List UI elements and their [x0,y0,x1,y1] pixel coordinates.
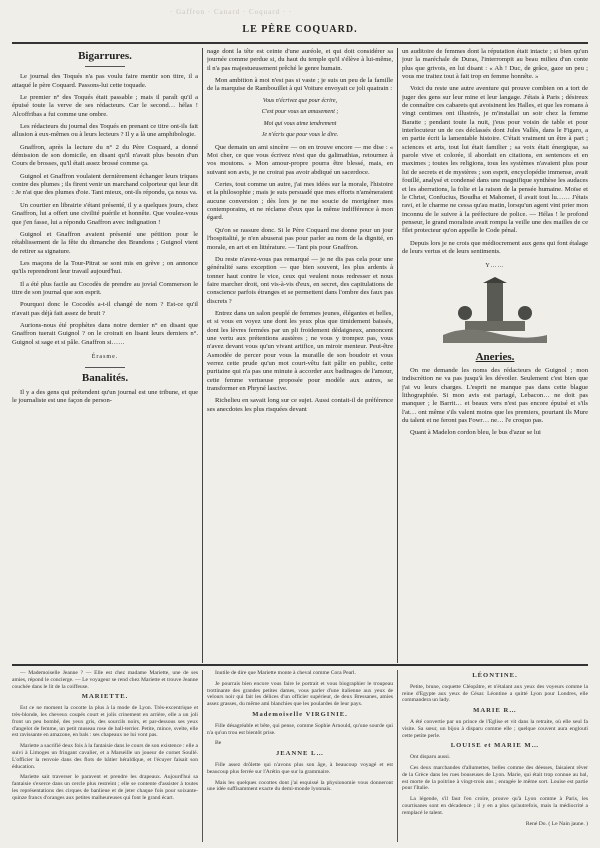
masthead: LE PÈRE COQUARD. [12,24,588,44]
paragraph: Entrez dans un salon peuplé de femmes jeunes, élégantes et belles, et si vous en voyez une dont les yeux plus que timidement baissés, dont les lèvres fermées par un pli froidement dédaigneux, annoncent une vertu aux prétentions austères ; ne vous y trompez pas, vous n'avez devant vous qu'un vivant artifice, un miroir menteur. Peut-être Asmodée de percer pour vous la muraille de son boudoir et vous verrez cette prude qu'un mot court-vêtu fait pâlir en public, cette puritaine qui n'a pas une minute à accorder aux badinages de l'amour, cette femme vertueuse proposée pour modèle aux autres, se transformer en Phryné lascive. [207,309,393,392]
verse-quatrain [207,98,393,140]
section-rule [85,367,125,368]
paragraph: Le premier n° des Toqués était passable ; mais il paraît qu'il a épuisé toute la verve de ses rédacteurs. Car le second… hélas ! Alcoffribas a fui comme une ombre. [12,94,198,118]
column-rule [397,670,398,842]
paragraph: Du reste n'avez-vous pas remarqué — je ne dis pas cela pour une généralité sans exception — que bien souvent, les plus ardents à tonner haut contre le vice, ceux qui veulent nous redresser et nous faire marcher droit, ont vis-à-vis d'eux, en secret, des capitulations de conscience parfois étranges et se permettent dans l'ombre des faux pas discrets ? [207,255,393,305]
paragraph: Mariette a sacrifié deux fois à la fantaisie dans le cours de son existence : elle a suivi à Limoges un fringant cavalier, et a Marseille un joueur de cornet Soullé. L'officier la renvoie dans des flots de bâtier héraldique, et l'écuyer faisait son éducation. [12,743,198,770]
paragraph: Guignol et Gnaffron avaient présenté une pétition pour le rétablissement de la fête du dimanche des Brandons ; Guignol vient de retirer sa signature. [12,230,198,255]
paragraph: Gnaffron, après la lecture du n° 2 du Père Coquard, a donné démission de son domicile, en disant qu'il n'avait plus besoin d'un Cours de brosses, qu'il était assez brossé comme ça. [12,143,198,168]
column-1 [12,48,198,663]
section-rule [85,66,125,67]
paragraph: La légende, s'il faut l'en croire, prouve qu'à Lyon comme à Paris, les courtisanes sont en décadence ; il y en a plus qu'autrefois, mais la médiocrité a remplacé le talent. [402,796,588,816]
column-2 [207,48,393,663]
paragraph: Que demain un ami sincère — on en trouve encore — me dise : « Moi cher, ce que vous écrivez n'est que du galimathias, retournez à vos moutons. » Mon amour-propre pourra être blessé, mais, en suivant son avis, je ne croirai pas avoir abdiqué un sacerdoce. [207,143,393,176]
verse-line: Je n'écris que pour vous le dire. [261,132,339,139]
paragraph: Un courtier en librairie s'étant présenté, il y a quelques jours, chez Gnaffron, lui a offert une civilité puérile et honnête. Que voulez-vous que j'en fasse, lui a répondu Gnaffron avec indignation ! [12,201,198,226]
signature-y: Y…… [485,263,505,270]
paragraph: Les rédacteurs du journal des Toqués en prenant ce titre ont-ils fait allusion à eux-mêmes ou à leurs lecteurs ? Il y a là une amphibologie. [12,123,198,139]
paragraph: un auditoire de femmes dont la réputation était intacte ; si bien qu'un jour la maréchale de Duras, l'interrompit au beau milieu d'un conte plus que grivois, en lui disant : « Ah ! Duc, de grâce, gaze un peu ; vous me traitez tout à fait trop en femme honnête. » [402,48,588,81]
paragraph: Les maçons de la Tour-Pitrat se sont mis en grève ; on annonce qu'ils reprendront leur travail aujourd'hui. [12,259,198,276]
verse-line: Moi qui vous aime tendrement [263,120,337,127]
paragraph: Ces deux marchandes d'allumettes, belles comme des déesses, faisaient rêver de la Grèce dans les rues bouseuses de Lyon. Marie, qui était trop connue au bal, est morte de la poitrine à vingt-trois ans ; enragée le même sort. Louise est partie pour l'Italie. [402,764,588,792]
paragraph: Il y a des gens qui prétendent qu'un journal est une tribune, et que le journaliste est une façon de person- [12,388,198,404]
paragraph: Certes, tout comme un autre, j'ai mes idées sur la morale, l'histoire et la philosophie ; mais je suis persuadé que mes efforts n'amèneraient aucune conversion ; dès lors je ne me soucie de morigéner mes contemporains, et ne réclame d'eux que la même indifférence à mon égard. [207,181,393,222]
column-rule [202,48,203,663]
engraving-illustration [435,277,555,347]
lower-column-2 [207,670,393,842]
column-3 [402,48,588,663]
paragraph: Fille désagréable et bête, qui pense, comme Sophie Arnould, qu'une sourde qui n'a qu'un trou est bientôt prise. [207,722,393,736]
paragraph: Inutile de dire que Mariette monte à cheval comme Cora Pearl. [215,670,356,676]
paragraph: Pourquoi donc le Cocodès a-t-il changé de nom ? Est-ce qu'il n'avait pas déjà fait assez de bruit ? [12,301,198,317]
paragraph: Mais les quelques cocottes dont j'ai esquissé la physionomie vous donneront une idée suffisamment exacte du demi-monde lyonnais. [207,779,393,793]
paragraph: Le journal des Toqués n'a pas voulu faire mentir son titre, il a attaqué le père Coquard. Passons-lui cette toquade. [12,73,198,89]
paragraph: A été convertie par un prince de l'Eglise et vit dans la retraite, où elle seul fa visite. Sa sœur, un bijou à disparu comme elle ; quelque couvent aura englouti cette petite perle. [402,718,588,739]
section-title-bigarrures: Bigarrures. [78,50,132,62]
paragraph: Fille assez drôlette qui n'avons plus son âge, à beaucoup voyagé et est beaucoup plus ferrée sur l'Arétin que sur la grammaire. [207,761,393,775]
paragraph: Ont disparu aussi. [410,754,451,761]
paragraph: Voici du reste une autre aventure qui prouve combien on a tort de juger des gens sur leur mine et leur langage. J'étais à Paris ; désireux de connaître ces cabarets qui avoisinent les Halles, et que les romans à vingt centimes ont illustrés, je m'installai un soir chez la femme Baratte ; pendant toute la nuit, j'eus pour voisin de table et pour interlocuteur un de ces déclassés dont Jules Vallès, dans le Figaro, a en partie écrit la lamentable histoire. C'était vraiment un être à part ; sciences et arts, tout lui était familier ; sa voix était énergique, sa parole vive et colorée, il abordait en citations, en sentences et en maximes ; toutes les religions, tous les systèmes n'avaient plus pour lui de secrets et de mystères ; son esprit, encyclopédie immense, avait fouillé, analysé et condensé dans une magnifique synthèse les audaces et les aberrations, la folie et la raison de la pensée humaine. Moïse et le Christ, Confucius, Boudha et Mahomet, il avait tout lu…… J'étais ravi, et le charme ne cessa qu'au matin, lorsqu'un agent vint prier mon inconnu de le suivre à la préfecture de police. — Hélas ! le profond penseur, le grand moraliste avait rompu la veille une des mailles de ce filet protecteur qu'on appelle le Code pénal. [402,85,588,235]
column-rule [397,48,398,663]
paragraph: Je pourrais bien encore vous faire le portrait et vous biographier le troupeau trottinante des grandes petites dames, vous parler d'une italienne aux yeux de velours noir qui fait les délices d'un officier supérieur, de deux Bressanes, amies assez grasses, du même ami blanchies que les poulardes de leur pays. [207,680,393,708]
signature-rene-do: René Do. ( Le Nain jaune. ) [525,820,588,827]
paragraph: On me demande les noms des rédacteurs de Guignol ; mon indiscrétion ne va pas jusqu'à les dévoiler. Seulement c'est bien que j'ai vu leurs charges. L'esprit ne manque pas dans cette blague lithographiée. Si mon avis est partagé, Lebacon… ne doit pas manquer ; le Barrit… et beaux vers n'est pas encore épuisé et s'ils l'at… ont même s'ils valent moins que les premiers, pourtant ils Mure du talent et ne feront pas Fowr… ne… l'e croquo pas. [402,366,588,424]
paragraph: Guignol et Gnaffron voulaient dernièrement échanger leurs triques contre des plumes ; ils firent venir un marchand colporteur qui leur dit : Je n'ai que des plumes d'oie. Tant mieux, ont-ils répondu, ça nous va. [12,172,198,197]
paragraph: Petite, brune, coquette Cléopâtre, et n'étalant aux yeux des voyeurs comme la reine d'Egypte aux yeux de César. Léontine a quitté Lyon pour Londres, elle commandera un lady. [402,683,588,704]
subhead-jeanne: JEANNE L… [275,750,325,758]
lower-column-1 [12,670,198,842]
subhead-louise-marie: LOUISE et MARIE M… [450,742,540,750]
paragraph: Il a été plus facile au Cocodès de prendre au jovial Commerson le titre de son journal que son esprit. [12,280,198,296]
subhead-marie-r: MARIE R… [473,707,517,715]
subhead-virginie: Mademoiselle VIRGINIE. [252,710,348,718]
paragraph: Qu'on se rassure donc. Si le Père Coquard me donne pour un jour l'hospitalité, je n'en abuserai pas pour parler au nom de la dignité, en morale, en art et en littérature. — Tant pis pour Gnaffron. [207,226,393,251]
lower-column-3 [402,670,588,842]
paragraph: Richelieu en savait long sur ce sujet. Aussi contait-il de préférence ses anecdotes les plus risquées devant [207,397,393,413]
lower-columns [12,670,588,842]
page-divider [12,664,588,666]
verse-line: Vous n'écrivez que pour écrire, [262,97,338,104]
paragraph: Mariette sait traverser le paravent et prendre les drapeaux. Aujourd'hui sa fantaisie s'exerce dans un cercle plus restreint ; elle se contente d'assister à toutes les représentations des cirques de banlieue et de jeter chaque fois pour soixante-quinze francs d'oranges aux petites malheureuses qui font le grand écart. [12,774,198,801]
section-title-aneries: Aneries. [475,350,515,363]
column-rule [202,670,203,842]
paragraph: Quant à Madelon cordon bleu, le bus d'azur se lui [410,429,541,437]
bleed-through-text: · Gaffron · Canard · Coquard · · [170,8,293,16]
subhead-mariette: MARIETTE. [81,693,129,701]
section-title-banalites: Banalités. [81,372,129,385]
paragraph: nage dont la tête est ceinte d'une auréole, et qui doit considérer sa journée comme perdue si, du haut du temple qu'il s'élève à lui-même, il n'a pas majestueusement prêché le genre humain. [207,48,393,72]
paragraph: — Mademoiselle Jeanne ? — Elle est chez madame Mariette, une de ses amies, répond le concierge. — Le voyageur se rend chez Mariette et trouve Jeanne couchée dans le lit de la coiffeuse. [12,670,198,690]
paragraph: Be [215,740,222,747]
upper-columns [12,48,588,663]
paragraph: Est ce ne moment la cocotte la plus à la mode de Lyon. Très-excentrique et très-blonde, les cheveux coupés court et jolis crinement en arrière, elle a un joli front un peu bombé, des yeux gris, des sourcils noirs, et par-dessous ses yeux d'angelot de femme, un petit museau rose de ball-terrier. Petite, mince, svelte, elle est ravissante en amazone, en bals : ses chapeaux ne lui vont pas. [12,705,198,739]
paragraph: Mon ambition à moi n'est pas si vaste ; je suis un peu de la famille de la marquise de Rambouillet à qui Voiture envoyait ce joli quatrain : [207,77,393,93]
paragraph: Depuis lors je ne crois que médiocrement aux gens qui font étalage de leurs vertus et de leurs sentiments. [402,239,588,255]
verse-line: C'est pour vous un amusement ; [261,109,339,116]
signature-erasme: Érasme. [91,353,119,360]
paragraph: Aurions-nous été prophètes dans notre dernier n° en disant que Gnaffron tuerait Guignol ? on le croirait en lisant leurs derniers n°. Guignol si sage et si pâle. Gnaffron si…… [12,321,198,346]
subhead-leontine: LÉONTINE. [472,672,518,679]
